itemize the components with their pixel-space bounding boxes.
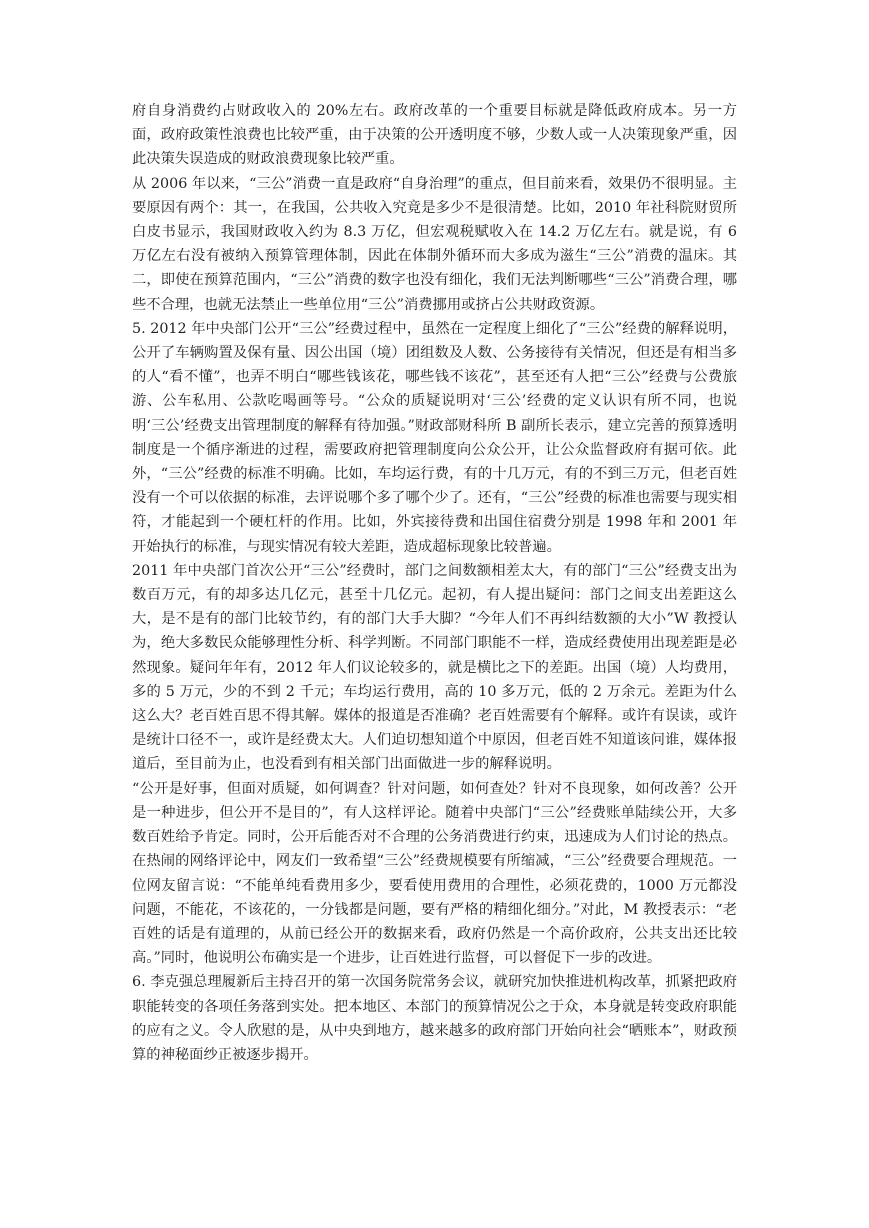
paragraph-2011-first-disclosure: 2011 年中央部门首次公开“三公”经费时，部门之间数额相差太大，有的部门“三公”经费支出为数百万元，有的却多达几亿元，甚至十几亿元。起初，有人提出疑问：部门之间支出差距这么大，是不是有的部门比较节约，有的部门大手大脚？“今年人们不再纠结数额的大小”W 教授认为，绝大多数民众能够理性分析、科学判断。不同部门职能不一样，造成经费使用出现差距是必然现象。疑问年年有，2012 年人们议论较多的，就是横比之下的差距。出国（境）人均费用，多的 5 万元，少的不到 2 千元；车均运行费用，高的 10 多万元，低的 2 万余元。差距为什么这么大？老百姓百思不得其解。媒体的报道是否准确？老百姓需要有个解释。或许有误读，或许是统计口径不一，或许是经费太大。人们迫切想知道个中原因，但老百姓不知道该问谁，媒体报道后，至目前为止，也没看到有相关部门出面做进一步的解释说明。 bbox=[132, 562, 737, 773]
document-body bbox=[132, 99, 737, 1067]
paragraph-government-cost: 府自身消费约占财政收入的 20%左右。政府改革的一个重要目标就是降低政府成本。另一方面，政府政策性浪费也比较严重，由于决策的公开透明度不够，少数人或一人决策现象严重，因此决策失误造成的财政浪费现象比较严重。 bbox=[132, 103, 737, 168]
paragraph-item-5-2012-disclosure: 5. 2012 年中央部门公开“三公”经费过程中，虽然在一定程度上细化了“三公”经费的解释说明，公开了车辆购置及保有量、因公出国（境）团组数及人数、公务接待有关情况，但还是有相当多的人“看不懂”，也弄不明白“哪些钱该花，哪些钱不该花”，甚至还有人把“三公”经费与公费旅游、公车私用、公款吃喝画等号。“公众的质疑说明对‘三公’经费的定义认识有所不同，也说明‘三公’经费支出管理制度的解释有待加强。”财政部财科所 B 副所长表示，建立完善的预算透明制度是一个循序渐进的过程，需要政府把管理制度向公众公开，让公众监督政府有据可依。此外，“三公”经费的标准不明确。比如，车均运行费，有的十几万元，有的不到三万元，但老百姓没有一个可以依据的标准，去评说哪个多了哪个少了。还有，“三公”经费的标准也需要与现实相符，才能起到一个硬杠杆的作用。比如，外宾接待费和出国住宿费分别是 1998 年和 2001 年开始执行的标准，与现实情况有较大差距，造成超标现象比较普遍。 bbox=[132, 320, 737, 555]
paragraph-three-public-since-2006: 从 2006 年以来，“三公”消费一直是政府“自身治理”的重点，但目前来看，效果仍不很明显。主要原因有两个：其一，在我国，公共收入究竟是多少不是很清楚。比如，2010 年社科院财贸所白皮书显示，我国财政收入约为 8.3 万亿，但宏观税赋收入在 14.2 万亿左右。就是说，有 6 万亿左右没有被纳入预算管理体制，因此在体制外循环而大多成为滋生“三公”消费的温床。其二，即使在预算范围内，“三公”消费的数字也没有细化，我们无法判断哪些“三公”消费合理，哪些不合理，也就无法禁止一些单位用“三公”消费挪用或挤占公共财政资源。 bbox=[132, 175, 737, 313]
paragraph-item-6-state-council: 6. 李克强总理履新后主持召开的第一次国务院常务会议，就研究加快推进机构改革，抓紧把政府职能转变的各项任务落到实处。把本地区、本部门的预算情况公之于众，本身就是转变政府职能的应有之义。令人欣慰的是，从中央到地方，越来越多的政府部门开始向社会“晒账本”，财政预算的神秘面纱正被逐步揭开。 bbox=[132, 974, 737, 1063]
paragraph-public-comments: “公开是好事，但面对质疑，如何调查？针对问题，如何查处？针对不良现象，如何改善？公开是一种进步，但公开不是目的”，有人这样评论。随着中央部门“三公”经费账单陆续公开，大多数百姓给予肯定。同时，公开后能否对不合理的公务消费进行约束，迅速成为人们讨论的热点。在热闹的网络评论中，网友们一致希望“三公”经费规模要有所缩减，“三公”经费要合理规范。一位网友留言说：“不能单纯看费用多少，要看使用费用的合理性，必须花费的，1000 万元都没问题，不能花，不该花的，一分钱都是问题，要有严格的精细化细分。”对此，M 教授表示：“老百姓的话是有道理的，从前已经公开的数据来看，政府仍然是一个高价政府，公共支出还比较高。”同时，他说明公布确实是一个进步，让百姓进行监督，可以督促下一步的改进。 bbox=[132, 780, 737, 967]
